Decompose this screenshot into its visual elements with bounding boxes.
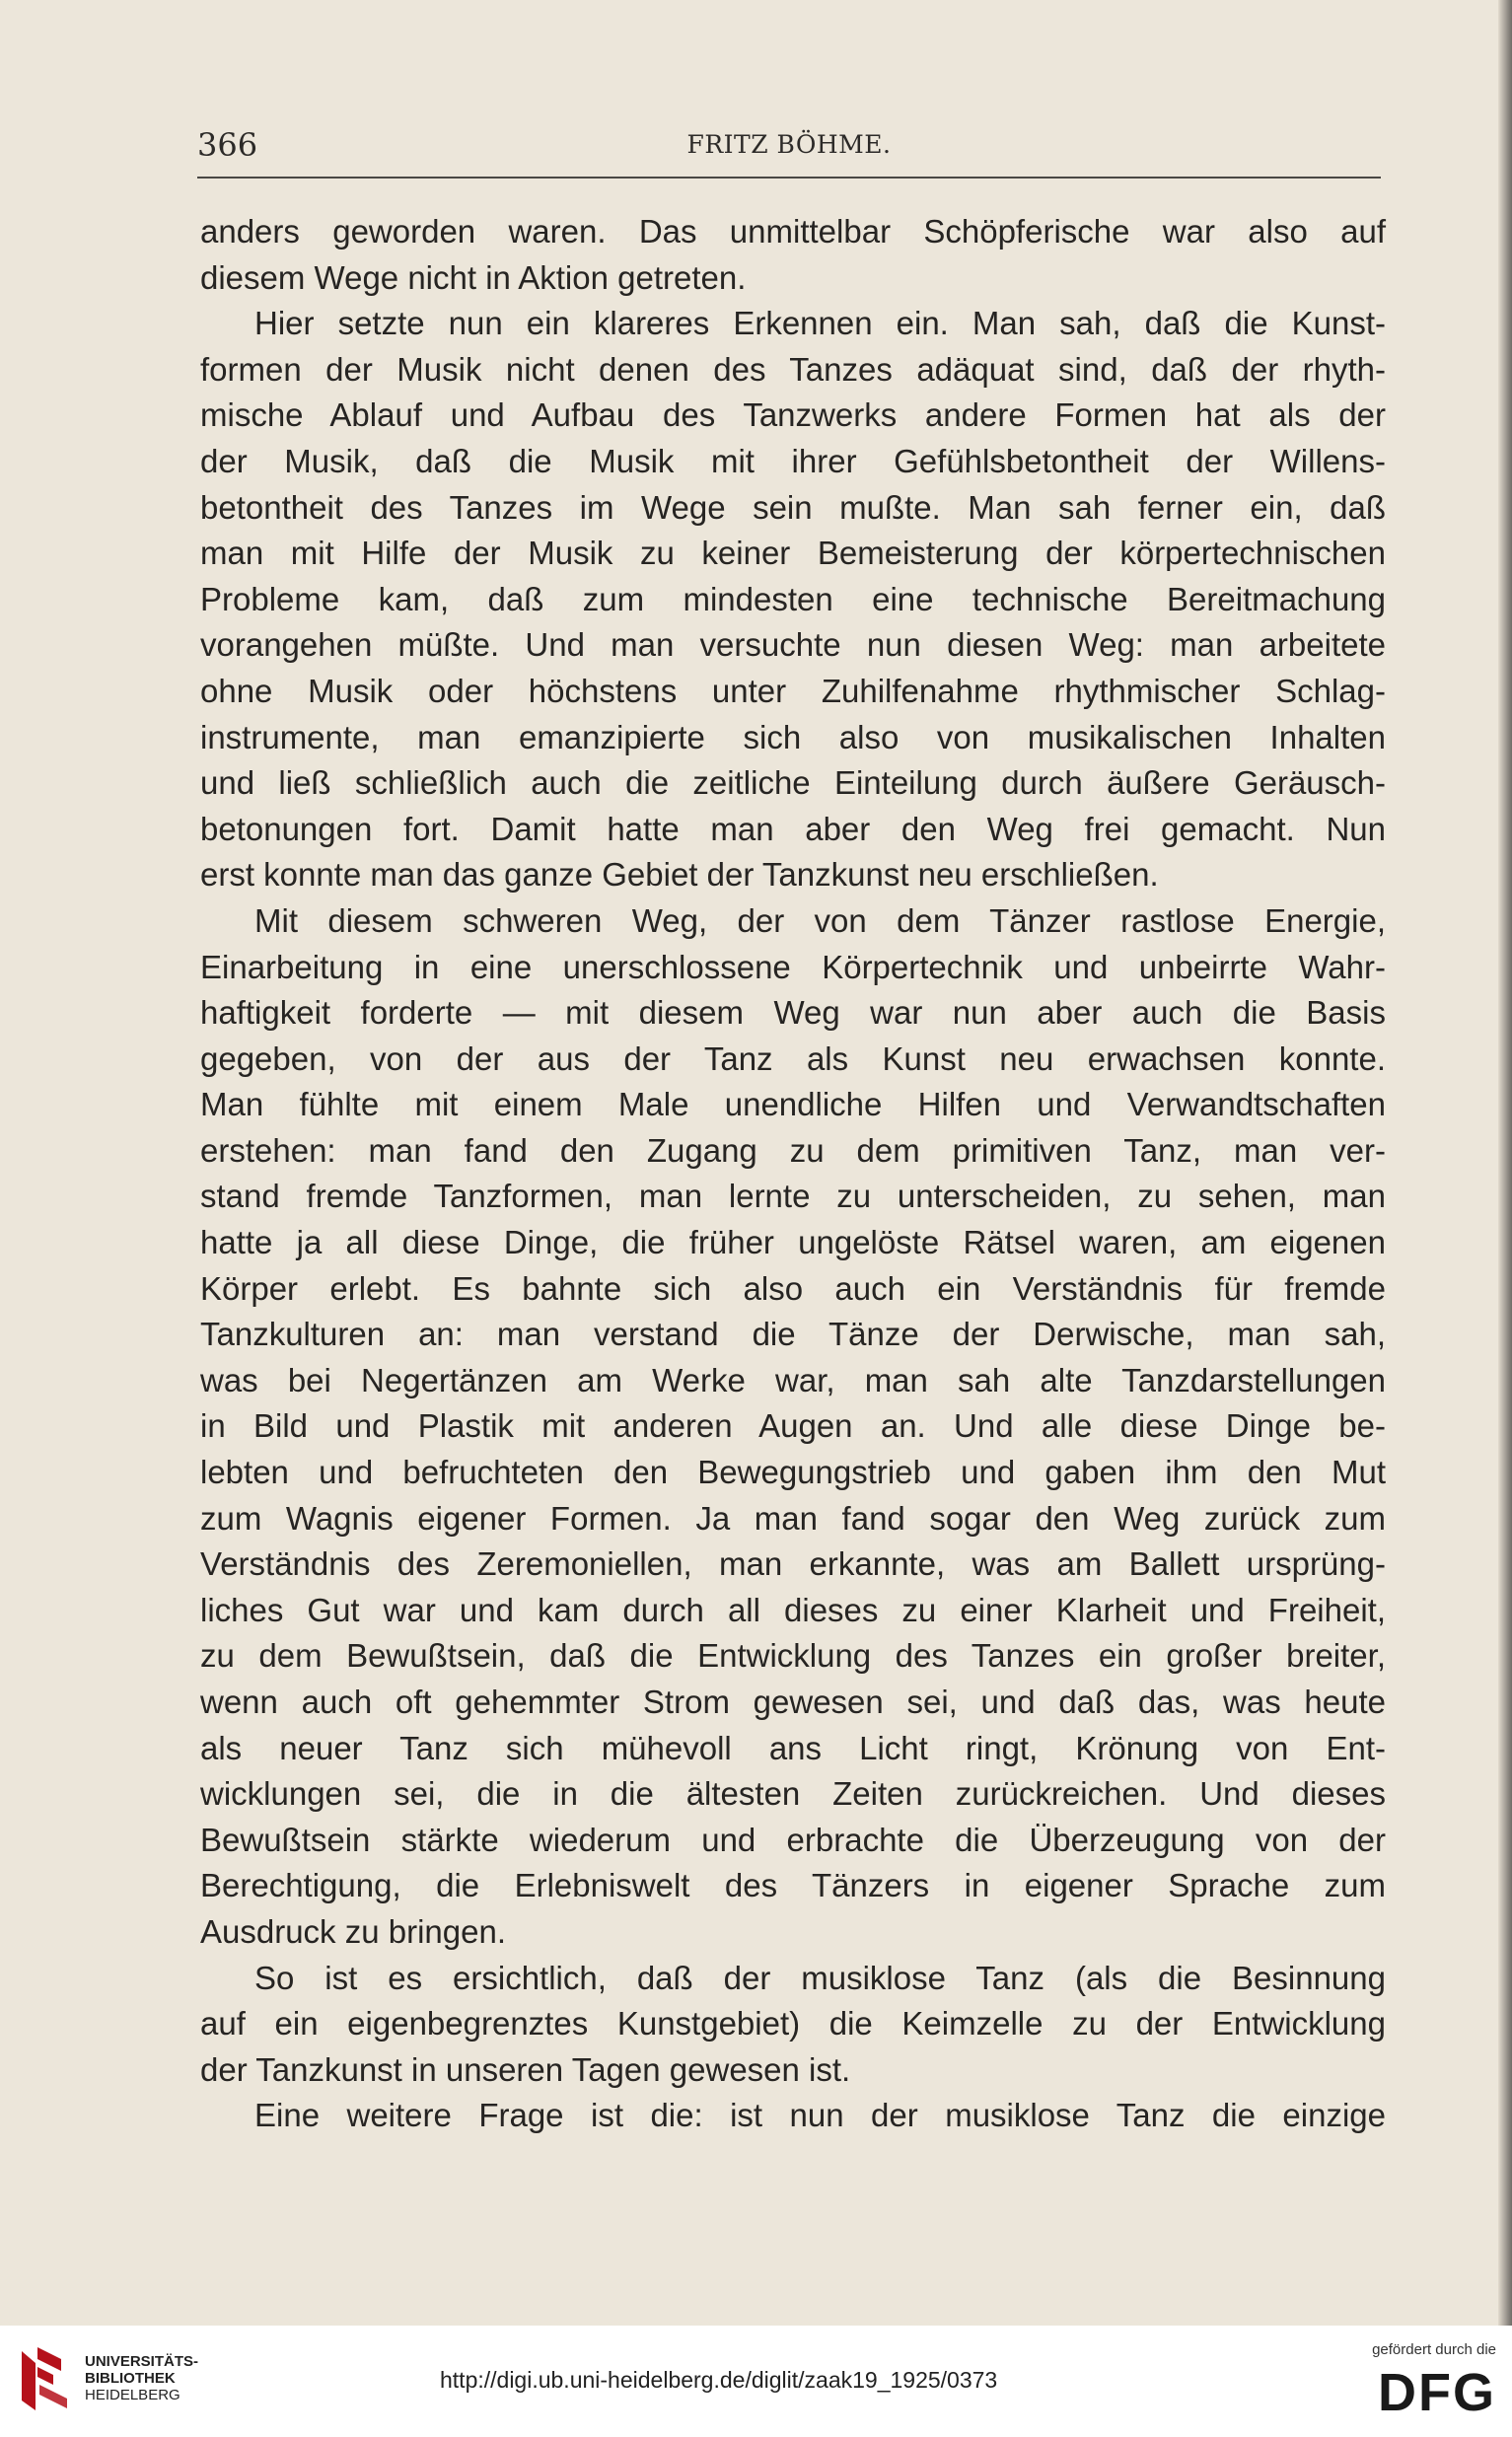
running-head: FRITZ BÖHME. bbox=[686, 130, 892, 159]
text-line: betontheit des Tanzes im Wege sein mußte. Man sah ferner ein, daß bbox=[200, 488, 1386, 526]
text-line: anders geworden waren. Das unmittelbar Schöpferische war also auf bbox=[200, 213, 1386, 250]
text-line: gegeben, von der aus der Tanz als Kunst neu erwachsen konnte. bbox=[200, 1039, 1386, 1077]
header-rule bbox=[197, 177, 1381, 179]
library-name-line: UNIVERSITÄTS- bbox=[85, 2353, 199, 2370]
text-line: lebten und befruchteten den Bewegungstrieb und gaben ihm den Mut bbox=[200, 1454, 1386, 1491]
text-line: Tanzkulturen an: man verstand die Tänze der Derwische, man sah, bbox=[200, 1316, 1386, 1353]
text-line: Einarbeitung in eine unerschlossene Körpertechnik und unbeirrte Wahr- bbox=[200, 948, 1386, 985]
text-line: diesem Wege nicht in Aktion getreten. bbox=[200, 258, 747, 296]
text-line: erstehen: man fand den Zugang zu dem primitiven Tanz, man ver- bbox=[200, 1131, 1386, 1169]
text-line: betonungen fort. Damit hatte man aber den Weg frei gemacht. Nun bbox=[200, 810, 1386, 847]
text-line: Verständnis des Zeremoniellen, man erkannte, was am Ballett ursprüng- bbox=[200, 1545, 1386, 1583]
text-line: instrumente, man emanzipierte sich also von musikalischen Inhalten bbox=[200, 718, 1386, 755]
dfg-logo: DFG bbox=[1378, 2363, 1496, 2422]
text-line: wenn auch oft gehemmter Strom gewesen sei, und daß das, was heute bbox=[200, 1684, 1386, 1720]
text-line: haftigkeit forderte — mit diesem Weg war nun aber auch die Basis bbox=[200, 994, 1386, 1032]
viewer-footer bbox=[0, 2326, 1512, 2437]
text-line: hatte ja all diese Dinge, die früher ungelöste Rätsel waren, am eigenen bbox=[200, 1224, 1386, 1261]
text-line: So ist es ersichtlich, daß der musiklose Tanz (als die Besinnung bbox=[254, 1959, 1386, 1996]
library-logo-icon bbox=[14, 2341, 73, 2418]
page-number: 366 bbox=[197, 126, 258, 164]
text-line: was bei Negertänzen am Werke war, man sah alte Tanzdarstellungen bbox=[200, 1361, 1386, 1398]
text-line: erst konnte man das ganze Gebiet der Tanzkunst neu erschließen. bbox=[200, 856, 1159, 894]
page-edge-shadow bbox=[1498, 0, 1512, 2326]
text-line: zum Wagnis eigener Formen. Ja man fand sogar den Weg zurück zum bbox=[200, 1499, 1386, 1537]
text-line: Berechtigung, die Erlebniswelt des Tänzers in eigener Sprache zum bbox=[200, 1867, 1386, 1904]
text-line: Hier setzte nun ein klareres Erkennen ein. Man sah, daß die Kunst- bbox=[254, 305, 1386, 342]
text-line: mische Ablauf und Aufbau des Tanzwerks andere Formen hat als der bbox=[200, 396, 1386, 434]
text-line: Probleme kam, daß zum mindesten eine technische Bereitmachung bbox=[200, 580, 1386, 617]
text-line: stand fremde Tanzformen, man lernte zu unterscheiden, zu sehen, man bbox=[200, 1178, 1386, 1215]
text-line: Ausdruck zu bringen. bbox=[200, 1912, 507, 1950]
text-line: auf ein eigenbegrenztes Kunstgebiet) die Keimzelle zu der Entwicklung bbox=[200, 2005, 1386, 2043]
text-line: Mit diesem schweren Weg, der von dem Tänzer rastlose Energie, bbox=[254, 901, 1386, 939]
body-text bbox=[200, 209, 1386, 2139]
library-name-line: BIBLIOTHEK bbox=[85, 2370, 176, 2387]
text-line: Bewußtsein stärkte wiederum und erbrachte die Überzeugung von der bbox=[200, 1821, 1386, 1858]
text-line: in Bild und Plastik mit anderen Augen an. Und alle diese Dinge be- bbox=[200, 1407, 1386, 1445]
text-line: und ließ schließlich auch die zeitliche Einteilung durch äußere Geräusch- bbox=[200, 764, 1386, 802]
text-line: formen der Musik nicht denen des Tanzes adäquat sind, daß der rhyth- bbox=[200, 350, 1386, 388]
text-line: wicklungen sei, die in die ältesten Zeiten zurückreichen. Und dieses bbox=[200, 1775, 1386, 1813]
text-line: der Musik, daß die Musik mit ihrer Gefühlsbetontheit der Willens- bbox=[200, 442, 1386, 479]
text-line: Man fühlte mit einem Male unendliche Hilfen und Verwandtschaften bbox=[200, 1086, 1386, 1123]
text-line: Eine weitere Frage ist die: ist nun der musiklose Tanz die einzige bbox=[254, 2097, 1386, 2134]
permalink-url[interactable]: http://digi.ub.uni-heidelberg.de/diglit/zaak19_1925/0373 bbox=[440, 2367, 998, 2393]
page-header bbox=[197, 126, 1381, 172]
funder-label: gefördert durch die bbox=[1372, 2341, 1496, 2358]
text-line: als neuer Tanz sich mühevoll ans Licht ringt, Krönung von Ent- bbox=[200, 1729, 1386, 1766]
text-line: Körper erlebt. Es bahnte sich also auch ein Verständnis für fremde bbox=[200, 1269, 1386, 1307]
text-line: man mit Hilfe der Musik zu keiner Bemeisterung der körpertechnischen bbox=[200, 535, 1386, 572]
text-line: ohne Musik oder höchstens unter Zuhilfenahme rhythmischer Schlag- bbox=[200, 672, 1386, 709]
text-line: der Tanzkunst in unseren Tagen gewesen ist. bbox=[200, 2050, 851, 2088]
library-city: HEIDELBERG bbox=[85, 2387, 180, 2403]
library-name bbox=[85, 2353, 198, 2403]
funder-block bbox=[1329, 2341, 1496, 2421]
text-line: vorangehen müßte. Und man versuchte nun diesen Weg: man arbeitete bbox=[200, 626, 1386, 664]
text-line: liches Gut war und kam durch all dieses zu einer Klarheit und Freiheit, bbox=[200, 1591, 1386, 1628]
text-line: zu dem Bewußtsein, daß die Entwicklung des Tanzes ein großer breiter, bbox=[200, 1637, 1386, 1675]
